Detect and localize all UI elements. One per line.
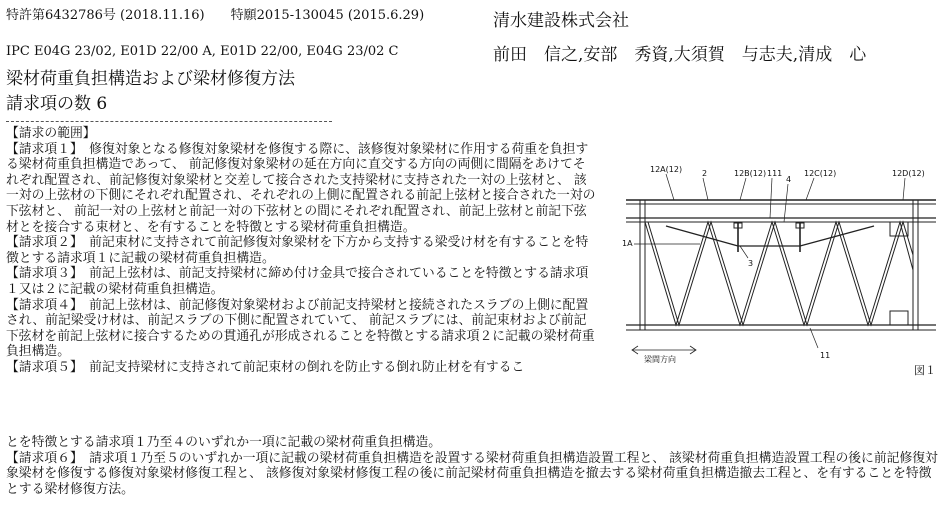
label-12A: 12A(12) <box>650 165 683 174</box>
label-2: 2 <box>702 169 708 178</box>
patent-number-line <box>6 4 424 23</box>
assignee: 清水建設株式会社 <box>493 11 629 31</box>
inventors: 前田 信之,安部 秀資,大須賀 与志夫,清成 心 <box>493 45 867 65</box>
claims-heading: 【請求の範囲】 <box>6 126 96 141</box>
claim-3: 【請求項３】 前記上弦材は、前記支持梁材に締め付け金具で接合されていることを特徴とする請求項１又は２に記載の梁材荷重負担構造。 <box>6 266 589 297</box>
label-12B: 12B(12) <box>734 169 767 178</box>
patent-figure-1 <box>614 160 944 380</box>
label-3: 3 <box>748 259 754 268</box>
label-4: 4 <box>786 175 792 184</box>
ipc-classification: IPC E04G 23/02, E01D 22/00 A, E01D 22/00, E04G 23/02 C <box>6 44 399 59</box>
label-12D: 12D(12) <box>892 169 925 178</box>
claims-continued <box>6 435 938 497</box>
direction-label: 梁間方向 <box>644 355 676 364</box>
application-number: 特願2015-130045 (2015.6.29) <box>230 8 425 23</box>
claim-6: 【請求項６】 請求項１乃至５のいずれか一項に記載の梁材荷重負担構造を設置する梁材荷重負担構造設置工程と、 該梁材荷重負担構造設置工程の後に前記修復対象梁材を修復する修復対象梁材修復工程と、 該修復対象梁材修復工程の後に前記梁材荷重負担構造を撤去する梁材荷重負担構造撤去工程と、を有することを特徴とする梁材修復方法。 <box>6 450 938 497</box>
label-11: 11 <box>820 351 831 360</box>
divider <box>6 121 332 122</box>
claim-2: 【請求項２】 前記束材に支持されて前記修復対象梁材を下方から支持する梁受け材を有することを特徴とする請求項１に記載の梁材荷重負担構造。 <box>6 235 589 266</box>
claim-5-continued: とを特徴とする請求項１乃至４のいずれか一項に記載の梁材荷重負担構造。 <box>6 435 442 450</box>
invention-title: 梁材荷重負担構造および梁材修復方法 <box>6 69 295 89</box>
label-12C: 12C(12) <box>804 169 837 178</box>
claim-5: 【請求項５】 前記支持梁材に支持されて前記束材の倒れを防止する倒れ防止材を有するこ <box>6 359 525 375</box>
patent-number: 特許第6432786号 (2018.11.16) <box>6 8 205 23</box>
label-111: 111 <box>767 169 783 178</box>
figure-caption: 図１ <box>914 364 936 377</box>
claims-section <box>6 126 596 376</box>
claim-1: 【請求項１】 修復対象となる修復対象梁材を修復する際に、該修復対象梁材に作用する荷重を負担する梁材荷重負担構造であって、 前記修復対象梁材の延在方向に直交する方向の両側に間隔をあけてそれぞれ配置され、前記修復対象梁材と交差して接合された支持梁材に支持された一対の上弦材と、 該一対の上弦材の下側にそれぞれ配置され、それぞれの上側に配置される前記上弦材と接合された一対の下弦材と、 前記一対の上弦材と前記一対の下弦材との間にそれぞれ配置され、前記上弦材と前記下弦材とを接合する束材と、を有することを特徴とする梁材荷重負担構造。 <box>6 141 596 235</box>
label-1A: 1A <box>622 239 633 248</box>
claim-count: 請求項の数 6 <box>6 94 108 114</box>
claim-4: 【請求項４】 前記上弦材は、前記修復対象梁材および前記支持梁材と接続されたスラブの上側に配置され、前記梁受け材は、前記スラブの下側に配置されていて、 前記スラブには、前記束材および前記下弦材を前記上弦材に接合するための貫通孔が形成されることを特徴とする請求項２に記載の梁材荷重負担構造。 <box>6 297 595 360</box>
